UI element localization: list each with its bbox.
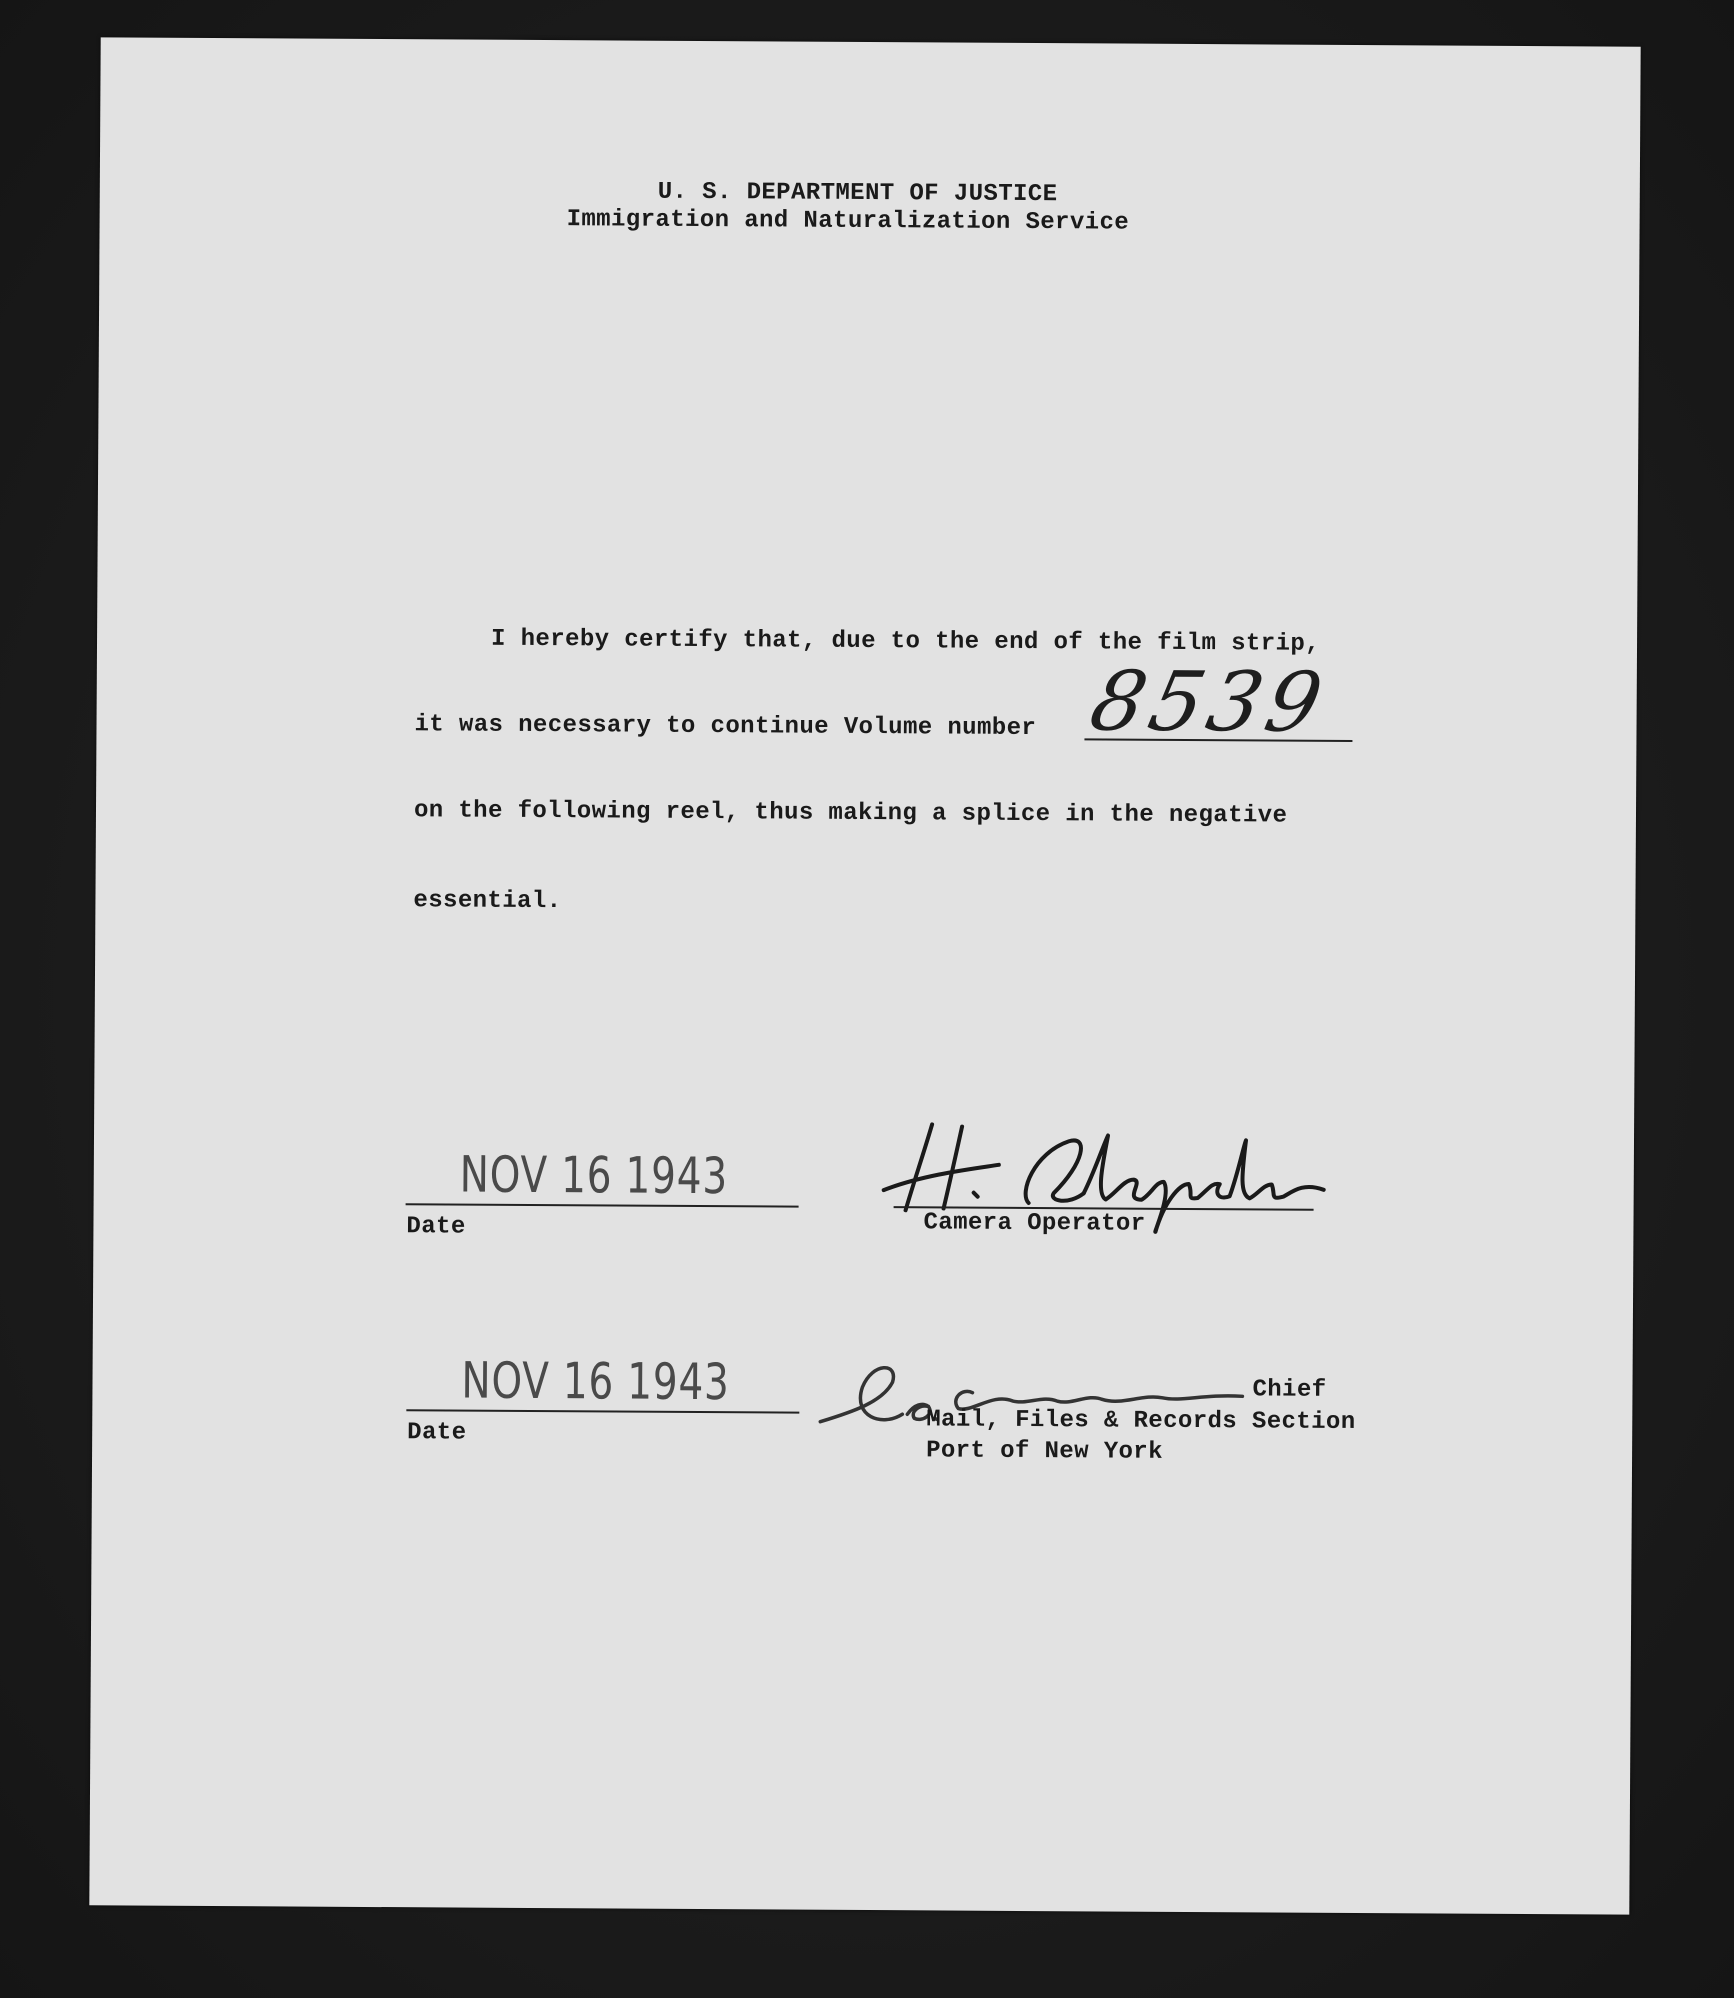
certification-line-3: on the following reel, thus making a splice in the negative [413, 797, 1288, 830]
header-department: U. S. DEPARTMENT OF JUSTICE [657, 178, 1058, 209]
certification-line-4: essential. [413, 887, 562, 916]
certification-line-2: it was necessary to continue Volume number [414, 711, 1037, 743]
date-label-chief: Date [407, 1419, 467, 1447]
date-stamp-chief: NOV 16 1943 [461, 1351, 730, 1412]
volume-number-handwritten: 8539 [1082, 654, 1336, 751]
date-stamp-operator: NOV 16 1943 [459, 1145, 729, 1206]
section-title-label: Mail, Files & Records Section [926, 1406, 1356, 1437]
document-page [89, 37, 1640, 1914]
chief-title-label: Chief [1252, 1376, 1327, 1404]
certification-line-1: I hereby certify that, due to the end of the film strip, [490, 625, 1321, 658]
port-label: Port of New York [926, 1437, 1164, 1466]
header-service: Immigration and Naturalization Service [566, 206, 1130, 237]
camera-operator-label: Camera Operator [923, 1209, 1146, 1238]
date-label-operator: Date [406, 1213, 466, 1241]
signature-chief [89, 37, 1640, 1914]
